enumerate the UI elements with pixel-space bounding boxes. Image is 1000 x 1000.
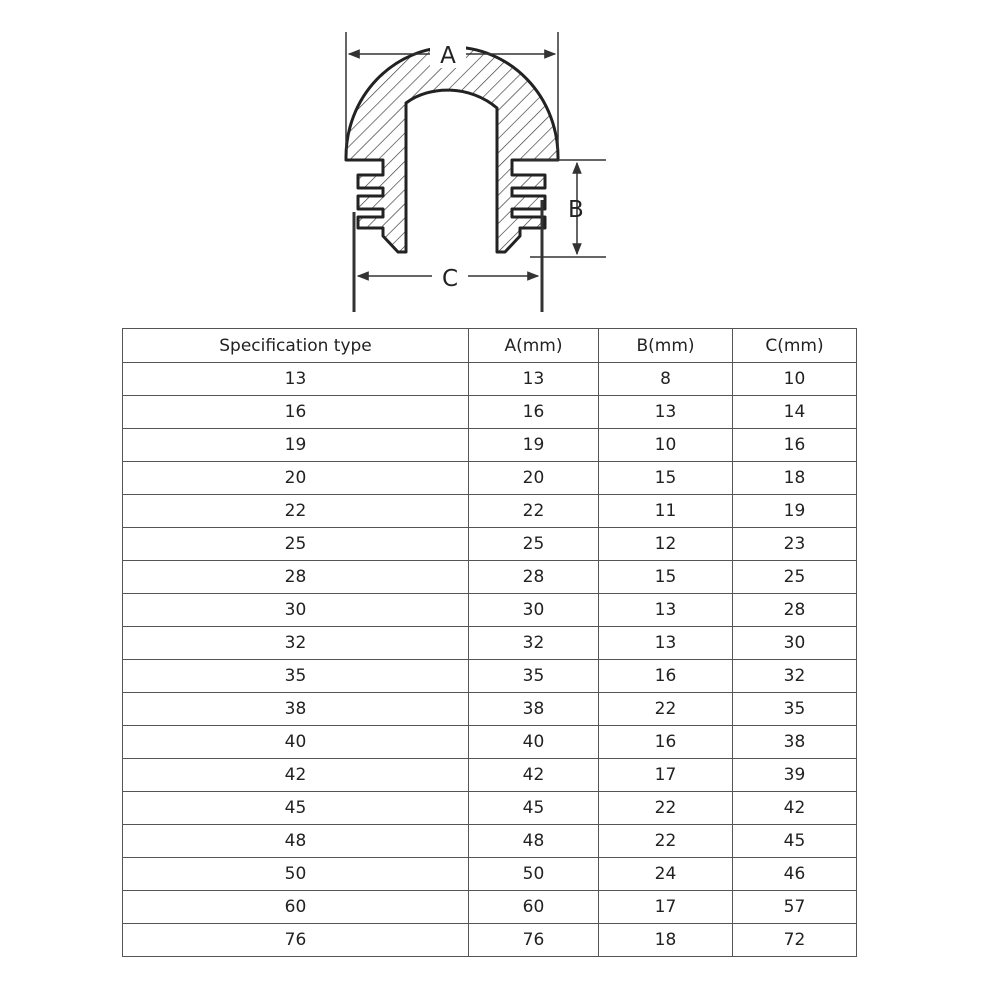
cell-a: 32 bbox=[469, 627, 599, 660]
cell-spec: 40 bbox=[123, 726, 469, 759]
cell-c: 30 bbox=[733, 627, 857, 660]
cell-b: 10 bbox=[599, 429, 733, 462]
cell-a: 13 bbox=[469, 363, 599, 396]
cell-b: 13 bbox=[599, 396, 733, 429]
header-b-mm: B(mm) bbox=[599, 329, 733, 363]
table-row bbox=[123, 858, 857, 891]
cell-a: 16 bbox=[469, 396, 599, 429]
cell-b: 18 bbox=[599, 924, 733, 957]
cell-a: 45 bbox=[469, 792, 599, 825]
cell-c: 57 bbox=[733, 891, 857, 924]
table-row bbox=[123, 627, 857, 660]
cell-c: 16 bbox=[733, 429, 857, 462]
cell-a: 22 bbox=[469, 495, 599, 528]
cell-c: 10 bbox=[733, 363, 857, 396]
table-row bbox=[123, 726, 857, 759]
cell-a: 19 bbox=[469, 429, 599, 462]
cell-c: 39 bbox=[733, 759, 857, 792]
cell-a: 35 bbox=[469, 660, 599, 693]
table-row bbox=[123, 660, 857, 693]
cell-b: 16 bbox=[599, 660, 733, 693]
table-row bbox=[123, 528, 857, 561]
cell-spec: 13 bbox=[123, 363, 469, 396]
cell-b: 15 bbox=[599, 561, 733, 594]
cell-a: 76 bbox=[469, 924, 599, 957]
cell-c: 18 bbox=[733, 462, 857, 495]
table-row bbox=[123, 462, 857, 495]
cell-b: 22 bbox=[599, 693, 733, 726]
dimension-b-label: B bbox=[568, 197, 584, 223]
table-row bbox=[123, 924, 857, 957]
cap-body-section bbox=[346, 47, 558, 252]
cell-c: 19 bbox=[733, 495, 857, 528]
cell-a: 40 bbox=[469, 726, 599, 759]
cell-spec: 48 bbox=[123, 825, 469, 858]
header-c-mm: C(mm) bbox=[733, 329, 857, 363]
cell-c: 35 bbox=[733, 693, 857, 726]
cell-c: 28 bbox=[733, 594, 857, 627]
cell-spec: 28 bbox=[123, 561, 469, 594]
cell-a: 38 bbox=[469, 693, 599, 726]
header-a-mm: A(mm) bbox=[469, 329, 599, 363]
cell-spec: 16 bbox=[123, 396, 469, 429]
cell-spec: 19 bbox=[123, 429, 469, 462]
cell-b: 17 bbox=[599, 891, 733, 924]
cell-c: 23 bbox=[733, 528, 857, 561]
cell-spec: 45 bbox=[123, 792, 469, 825]
cell-c: 38 bbox=[733, 726, 857, 759]
cell-a: 25 bbox=[469, 528, 599, 561]
cell-a: 30 bbox=[469, 594, 599, 627]
cell-spec: 42 bbox=[123, 759, 469, 792]
cell-c: 14 bbox=[733, 396, 857, 429]
cell-c: 46 bbox=[733, 858, 857, 891]
table-row bbox=[123, 891, 857, 924]
cell-spec: 30 bbox=[123, 594, 469, 627]
table-row bbox=[123, 792, 857, 825]
table-row bbox=[123, 561, 857, 594]
cell-c: 72 bbox=[733, 924, 857, 957]
cell-spec: 50 bbox=[123, 858, 469, 891]
cell-spec: 25 bbox=[123, 528, 469, 561]
cell-c: 32 bbox=[733, 660, 857, 693]
cell-a: 20 bbox=[469, 462, 599, 495]
table-row bbox=[123, 825, 857, 858]
cell-c: 25 bbox=[733, 561, 857, 594]
cell-b: 12 bbox=[599, 528, 733, 561]
specification-table bbox=[122, 328, 857, 957]
cell-a: 28 bbox=[469, 561, 599, 594]
cell-spec: 76 bbox=[123, 924, 469, 957]
cell-spec: 22 bbox=[123, 495, 469, 528]
header-specification-type: Specification type bbox=[123, 329, 469, 363]
cell-spec: 60 bbox=[123, 891, 469, 924]
cell-b: 8 bbox=[599, 363, 733, 396]
cell-a: 50 bbox=[469, 858, 599, 891]
table-row bbox=[123, 363, 857, 396]
cell-spec: 35 bbox=[123, 660, 469, 693]
cell-a: 48 bbox=[469, 825, 599, 858]
cell-b: 22 bbox=[599, 825, 733, 858]
table-row bbox=[123, 594, 857, 627]
table-row bbox=[123, 396, 857, 429]
cell-b: 22 bbox=[599, 792, 733, 825]
cell-c: 42 bbox=[733, 792, 857, 825]
table-row bbox=[123, 693, 857, 726]
dimension-a-label: A bbox=[440, 43, 456, 69]
cell-b: 15 bbox=[599, 462, 733, 495]
table-row bbox=[123, 495, 857, 528]
cell-b: 17 bbox=[599, 759, 733, 792]
cell-b: 13 bbox=[599, 594, 733, 627]
dimension-c-label: C bbox=[441, 266, 459, 292]
cell-spec: 32 bbox=[123, 627, 469, 660]
cell-c: 45 bbox=[733, 825, 857, 858]
end-cap-cross-section-diagram bbox=[0, 0, 1000, 320]
cell-spec: 20 bbox=[123, 462, 469, 495]
cell-a: 42 bbox=[469, 759, 599, 792]
cell-spec: 38 bbox=[123, 693, 469, 726]
cell-b: 11 bbox=[599, 495, 733, 528]
table-row bbox=[123, 429, 857, 462]
cell-b: 16 bbox=[599, 726, 733, 759]
cell-a: 60 bbox=[469, 891, 599, 924]
table-row bbox=[123, 759, 857, 792]
cell-b: 24 bbox=[599, 858, 733, 891]
cell-b: 13 bbox=[599, 627, 733, 660]
table-header-row bbox=[123, 329, 857, 363]
